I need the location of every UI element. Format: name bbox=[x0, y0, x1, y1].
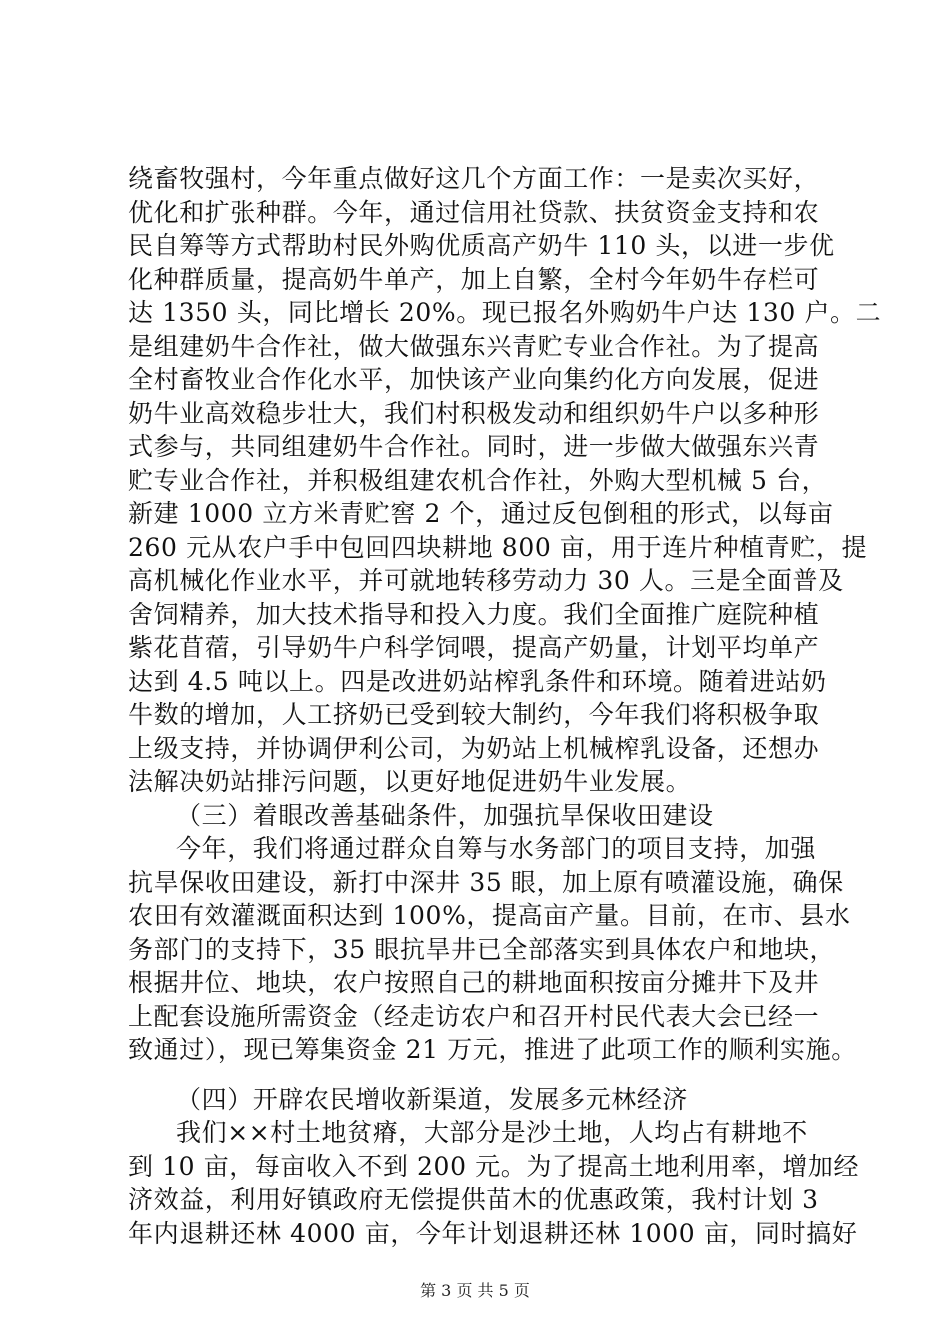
text-line: 全村畜牧业合作化水平，加快该产业向集约化方向发展，促进 bbox=[128, 365, 820, 394]
text-line: 我们××村土地贫瘠，大部分是沙土地，人均占有耕地不 bbox=[176, 1118, 808, 1147]
text-line: 绕畜牧强村，今年重点做好这几个方面工作：一是卖次买好， bbox=[128, 164, 820, 193]
text-line: 根据井位、地块，农户按照自己的耕地面积按亩分摊井下及井 bbox=[128, 968, 820, 997]
text-line: 上级支持，并协调伊利公司，为奶站上机械榨乳设备，还想办 bbox=[128, 733, 820, 763]
text-line: 新建 1000 立方米青贮窖 2 个，通过反包倒租的形式，以每亩 bbox=[128, 499, 834, 528]
text-line: 务部门的支持下，35 眼抗旱井已全部落实到具体农户和地块， bbox=[128, 934, 836, 964]
text-line: 贮专业合作社，并积极组建农机合作社，外购大型机械 5 台， bbox=[128, 465, 828, 495]
text-line: 农田有效灌溉面积达到 100%，提高亩产量。目前，在市、县水 bbox=[128, 901, 851, 930]
text-line: 优化和扩张种群。今年，通过信用社贷款、扶贫资金支持和农 bbox=[128, 197, 820, 227]
text-line: 年内退耕还林 4000 亩，今年计划退耕还林 1000 亩，同时搞好 bbox=[128, 1218, 858, 1248]
text-line: 法解决奶站排污问题，以更好地促进奶牛业发展。 bbox=[128, 767, 692, 796]
text-line: 济效益，利用好镇政府无偿提供苗木的优惠政策，我村计划 3 bbox=[128, 1185, 819, 1214]
text-line: 高机械化作业水平，并可就地转移劳动力 30 人。三是全面普及 bbox=[128, 566, 844, 595]
text-line: 到 10 亩，每亩收入不到 200 元。为了提高土地利用率，增加经 bbox=[128, 1151, 860, 1181]
text-line: 上配套设施所需资金（经走访农户和召开村民代表大会已经一 bbox=[128, 1001, 820, 1031]
text-line: 今年，我们将通过群众自筹与水务部门的项目支持，加强 bbox=[176, 834, 817, 863]
text-line: 达 1350 头，同比增长 20%。现已报名外购奶牛户达 130 户。二 bbox=[128, 298, 882, 327]
text-line: 式参与，共同组建奶牛合作社。同时，进一步做大做强东兴青 bbox=[128, 432, 820, 461]
page-footer: 第 3 页 共 5 页 bbox=[420, 1281, 530, 1300]
text-line: 达到 4.5 吨以上。四是改进奶站榨乳条件和环境。随着进站奶 bbox=[128, 666, 827, 696]
text-line: 抗旱保收田建设，新打中深井 35 眼，加上原有喷灌设施，确保 bbox=[128, 867, 844, 897]
text-line: 牛数的增加，人工挤奶已受到较大制约，今年我们将积极争取 bbox=[128, 700, 820, 729]
section-heading-4: （四）开辟农民增收新渠道，发展多元林经济 bbox=[176, 1084, 689, 1114]
text-line: 是组建奶牛合作社，做大做强东兴青贮专业合作社。为了提高 bbox=[128, 331, 820, 361]
text-line: 奶牛业高效稳步壮大，我们村积极发动和组织奶牛户以多种形 bbox=[128, 398, 820, 428]
text-line: 舍饲精养，加大技术指导和投入力度。我们全面推广庭院种植 bbox=[128, 599, 820, 629]
text-line: 民自筹等方式帮助村民外购优质高产奶牛 110 头，以进一步优 bbox=[128, 231, 835, 260]
text-line: 紫花苜蓿，引导奶牛户科学饲喂，提高产奶量，计划平均单产 bbox=[128, 633, 820, 662]
text-line: 260 元从农户手中包回四块耕地 800 亩，用于连片种植青贮，提 bbox=[128, 532, 868, 562]
text-line: 化种群质量，提高奶牛单产，加上自繁，全村今年奶牛存栏可 bbox=[128, 264, 820, 294]
text-line: 致通过），现已筹集资金 21 万元，推进了此项工作的顺利实施。 bbox=[128, 1035, 857, 1064]
section-heading-3: （三）着眼改善基础条件，加强抗旱保收田建设 bbox=[176, 800, 714, 830]
